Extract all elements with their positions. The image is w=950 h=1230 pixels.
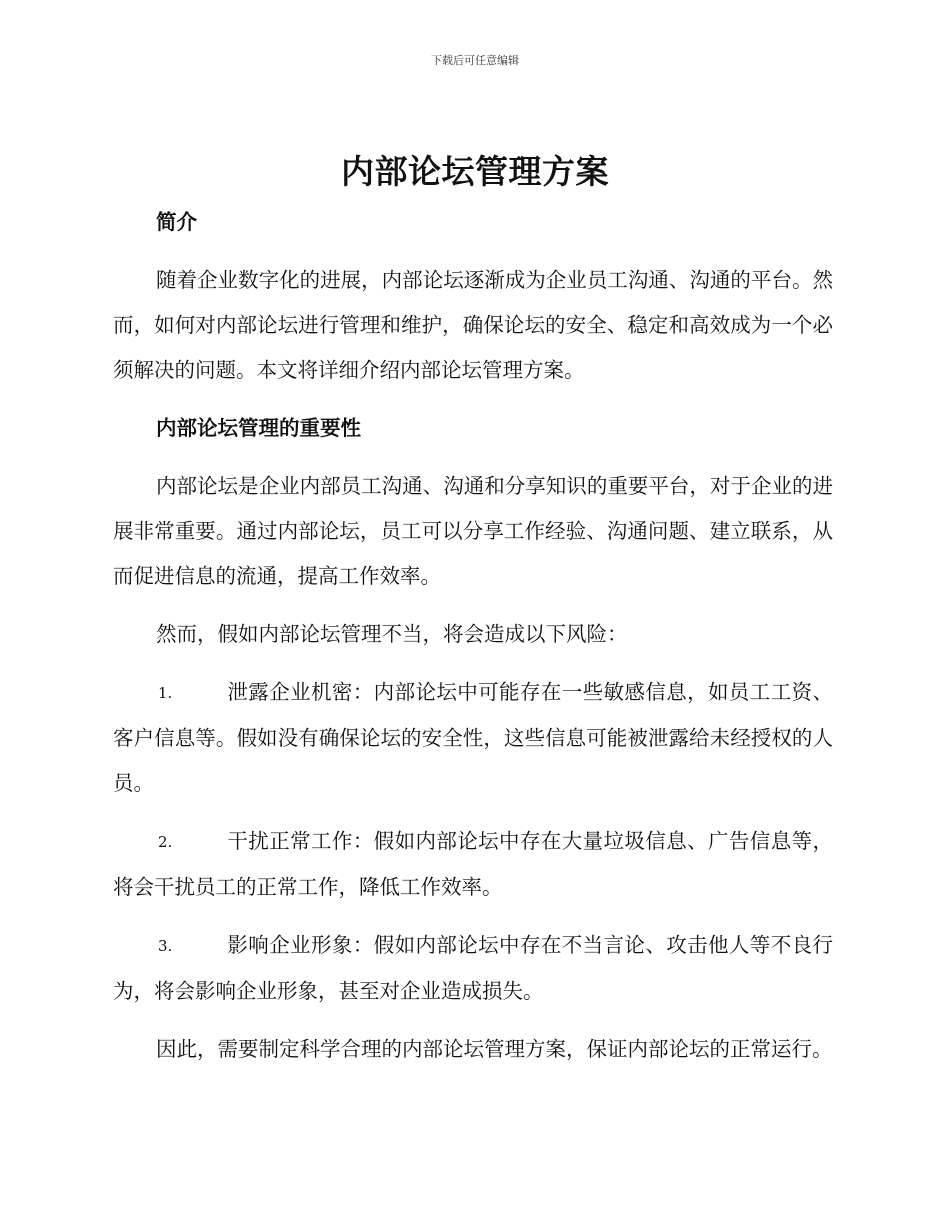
- list-item: [113, 670, 833, 806]
- risk-intro-paragraph: 然而，假如内部论坛管理不当，将会造成以下风险：: [156, 622, 628, 646]
- section-heading-intro: 简介: [156, 210, 197, 234]
- list-item-number: 2.: [158, 833, 173, 851]
- intro-paragraph: 随着企业数字化的进展，内部论坛逐渐成为企业员工沟通、沟通的平台。然而，如何对内部论坛进行管理和维护，确保论坛的安全、稳定和高效成为一个必须解决的问题。本文将详细介绍内部论坛管理方案。: [113, 268, 833, 382]
- document-body: [113, 200, 833, 1072]
- header-note: 下载后可任意编辑: [431, 54, 519, 67]
- importance-paragraph: 内部论坛是企业内部员工沟通、沟通和分享知识的重要平台，对于企业的进展非常重要。通过内部论坛，员工可以分享工作经验、沟通问题、建立联系，从而促进信息的流通，提高工作效率。: [113, 474, 833, 588]
- list-item-text: 影响企业形象：假如内部论坛中存在不当言论、攻击他人等不良行为，将会影响企业形象，甚至对企业造成损失。: [113, 933, 833, 1003]
- list-item-number: 3.: [158, 937, 173, 955]
- list-item: [113, 819, 833, 910]
- list-item: [113, 923, 833, 1014]
- list-item-text: 泄露企业机密：内部论坛中可能存在一些敏感信息，如员工工资、客户信息等。假如没有确保论坛的安全性，这些信息可能被泄露给未经授权的人员。: [113, 680, 833, 795]
- document-title: 内部论坛管理方案: [341, 152, 609, 191]
- list-item-number: 1.: [158, 684, 173, 702]
- closing-paragraph: 因此，需要制定科学合理的内部论坛管理方案，保证内部论坛的正常运行。: [156, 1037, 833, 1061]
- section-heading-importance: 内部论坛管理的重要性: [156, 416, 361, 440]
- list-item-text: 干扰正常工作：假如内部论坛中存在大量垃圾信息、广告信息等，将会干扰员工的正常工作，降低工作效率。: [113, 829, 833, 899]
